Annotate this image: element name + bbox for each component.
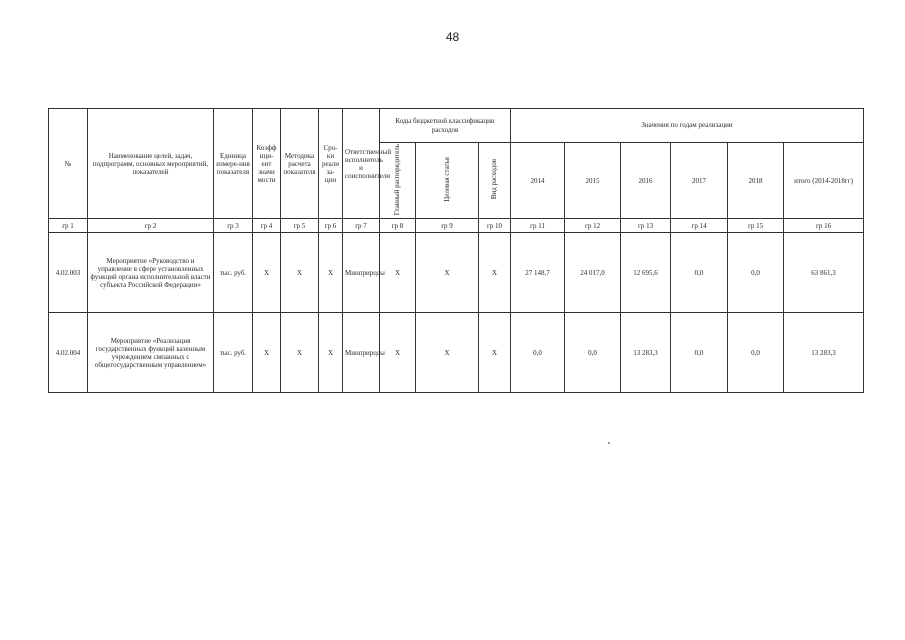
row-kbk-type: X bbox=[479, 313, 511, 393]
row-kbk-main: X bbox=[380, 313, 416, 393]
col-index: гр 13 bbox=[621, 219, 671, 233]
header-name: Наименование целей, задач, подпрограмм, основных мероприятий, показателей bbox=[88, 109, 214, 219]
col-index: гр 7 bbox=[343, 219, 380, 233]
row-value-2014: 0,0 bbox=[511, 313, 565, 393]
col-index: гр 9 bbox=[416, 219, 479, 233]
header-year-2014: 2014 bbox=[511, 143, 565, 219]
col-index: гр 2 bbox=[88, 219, 214, 233]
col-index: гр 4 bbox=[253, 219, 281, 233]
header-kbk-main: Главный распорядитель bbox=[380, 143, 416, 219]
header-responsible: Ответственный исполнитель и соисполнители bbox=[343, 109, 380, 219]
header-coefficient: Коэфф ици-ент значи мости bbox=[253, 109, 281, 219]
header-method: Методика расчета показателя bbox=[281, 109, 319, 219]
row-value-2018: 0,0 bbox=[728, 233, 784, 313]
col-index: гр 14 bbox=[671, 219, 728, 233]
col-index: гр 10 bbox=[479, 219, 511, 233]
header-kbk-target: Целевая статья bbox=[416, 143, 479, 219]
table-row bbox=[49, 233, 864, 313]
col-index: гр 3 bbox=[214, 219, 253, 233]
row-responsible: Минприроды bbox=[343, 313, 380, 393]
row-responsible: Минприроды bbox=[343, 233, 380, 313]
scan-speck bbox=[608, 442, 610, 444]
header-total: итого (2014-2018гг) bbox=[784, 143, 864, 219]
row-value-2018: 0,0 bbox=[728, 313, 784, 393]
col-index: гр 5 bbox=[281, 219, 319, 233]
header-unit: Единица измере-ния показателя bbox=[214, 109, 253, 219]
row-name: Мероприятие «Реализация государственных функций казенным учреждением связанных с общегосударственным управлением» bbox=[88, 313, 214, 393]
header-values-by-year: Значения по годам реализации bbox=[511, 109, 864, 143]
row-code: 4.02.003 bbox=[49, 233, 88, 313]
header-year-2015: 2015 bbox=[565, 143, 621, 219]
row-coefficient: X bbox=[253, 233, 281, 313]
header-period: Сро-ки реали за-ции bbox=[319, 109, 343, 219]
row-coefficient: X bbox=[253, 313, 281, 393]
row-unit: тыс. руб. bbox=[214, 313, 253, 393]
col-index: гр 11 bbox=[511, 219, 565, 233]
row-value-2017: 0,0 bbox=[671, 313, 728, 393]
row-value-2016: 12 695,6 bbox=[621, 233, 671, 313]
col-index: гр 1 bbox=[49, 219, 88, 233]
row-total: 13 283,3 bbox=[784, 313, 864, 393]
row-value-2016: 13 283,3 bbox=[621, 313, 671, 393]
row-value-2014: 27 148,7 bbox=[511, 233, 565, 313]
page-number: 48 bbox=[445, 30, 460, 44]
col-index: гр 6 bbox=[319, 219, 343, 233]
row-method: X bbox=[281, 233, 319, 313]
header-budget-codes: Коды бюджетной классификации расходов bbox=[380, 109, 511, 143]
row-kbk-target: X bbox=[416, 313, 479, 393]
header-year-2016: 2016 bbox=[621, 143, 671, 219]
table-header-row bbox=[49, 109, 864, 143]
header-no: № bbox=[49, 109, 88, 219]
col-index: гр 12 bbox=[565, 219, 621, 233]
col-index: гр 16 bbox=[784, 219, 864, 233]
row-period: X bbox=[319, 233, 343, 313]
row-value-2015: 24 017,0 bbox=[565, 233, 621, 313]
indicators-table bbox=[48, 108, 864, 393]
table-row bbox=[49, 313, 864, 393]
col-index: гр 15 bbox=[728, 219, 784, 233]
header-year-2018: 2018 bbox=[728, 143, 784, 219]
column-index-row bbox=[49, 219, 864, 233]
row-total: 63 861,3 bbox=[784, 233, 864, 313]
row-name: Мероприятие «Руководство и управление в сфере установленных функций органа исполнительной власти субъекта Российской Федерации» bbox=[88, 233, 214, 313]
header-kbk-type: Вид расходов bbox=[479, 143, 511, 219]
row-method: X bbox=[281, 313, 319, 393]
row-unit: тыс. руб. bbox=[214, 233, 253, 313]
row-value-2017: 0,0 bbox=[671, 233, 728, 313]
row-value-2015: 0,0 bbox=[565, 313, 621, 393]
row-kbk-type: X bbox=[479, 233, 511, 313]
row-code: 4.02.004 bbox=[49, 313, 88, 393]
row-period: X bbox=[319, 313, 343, 393]
col-index: гр 8 bbox=[380, 219, 416, 233]
row-kbk-target: X bbox=[416, 233, 479, 313]
row-kbk-main: X bbox=[380, 233, 416, 313]
header-year-2017: 2017 bbox=[671, 143, 728, 219]
